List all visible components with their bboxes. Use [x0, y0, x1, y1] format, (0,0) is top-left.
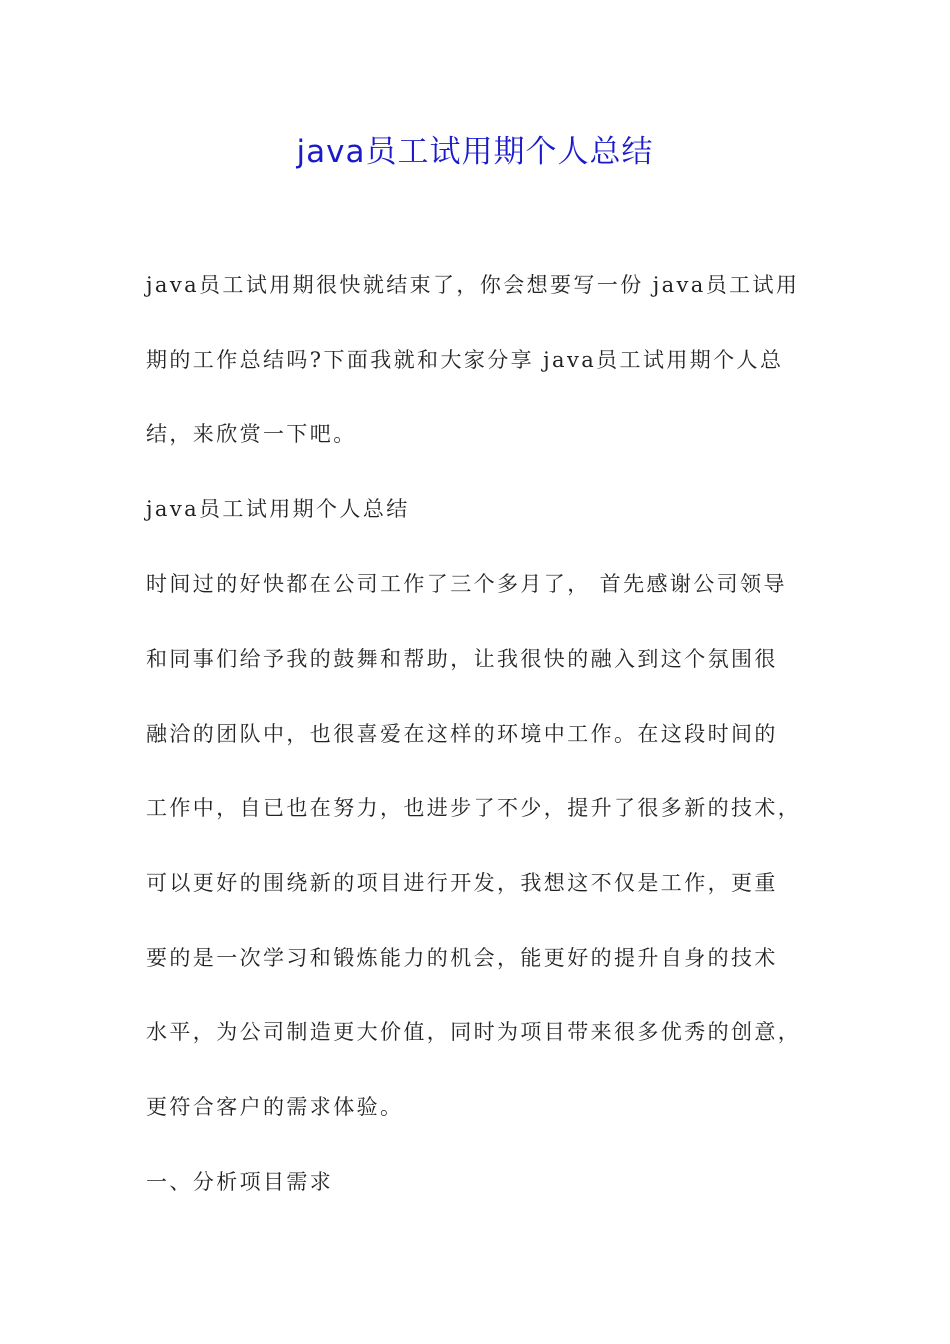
paragraph-line: 要的是一次学习和锻炼能力的机会，能更好的提升自身的技术 [146, 946, 778, 970]
paragraph-line: 可以更好的围绕新的项目进行开发，我想这不仅是工作，更重 [146, 871, 778, 895]
paragraph-line: 更符合客户的需求体验。 [146, 1095, 404, 1119]
paragraph-line: 工作中，自已也在努力，也进步了不少，提升了很多新的技术， [146, 796, 802, 820]
paragraph-line: 水平，为公司制造更大价值，同时为项目带来很多优秀的创意， [146, 1020, 802, 1044]
paragraph-line: 融洽的团队中，也很喜爱在这样的环境中工作。在这段时间的 [146, 722, 778, 746]
section-heading: java员工试用期个人总结 [146, 497, 410, 521]
section-heading: 一、分析项目需求 [146, 1170, 334, 1194]
paragraph-line: 时间过的好快都在公司工作了三个多月了， 首先感谢公司领导 [146, 572, 787, 596]
paragraph-line: 期的工作总结吗?下面我就和大家分享 java员工试用期个人总 [146, 348, 784, 372]
document-title: java员工试用期个人总结 [296, 134, 654, 170]
paragraph-line: 结，来欣赏一下吧。 [146, 422, 357, 446]
paragraph-line: java员工试用期很快就结束了，你会想要写一份 java员工试用 [146, 273, 800, 297]
paragraph-line: 和同事们给予我的鼓舞和帮助，让我很快的融入到这个氛围很 [146, 647, 778, 671]
